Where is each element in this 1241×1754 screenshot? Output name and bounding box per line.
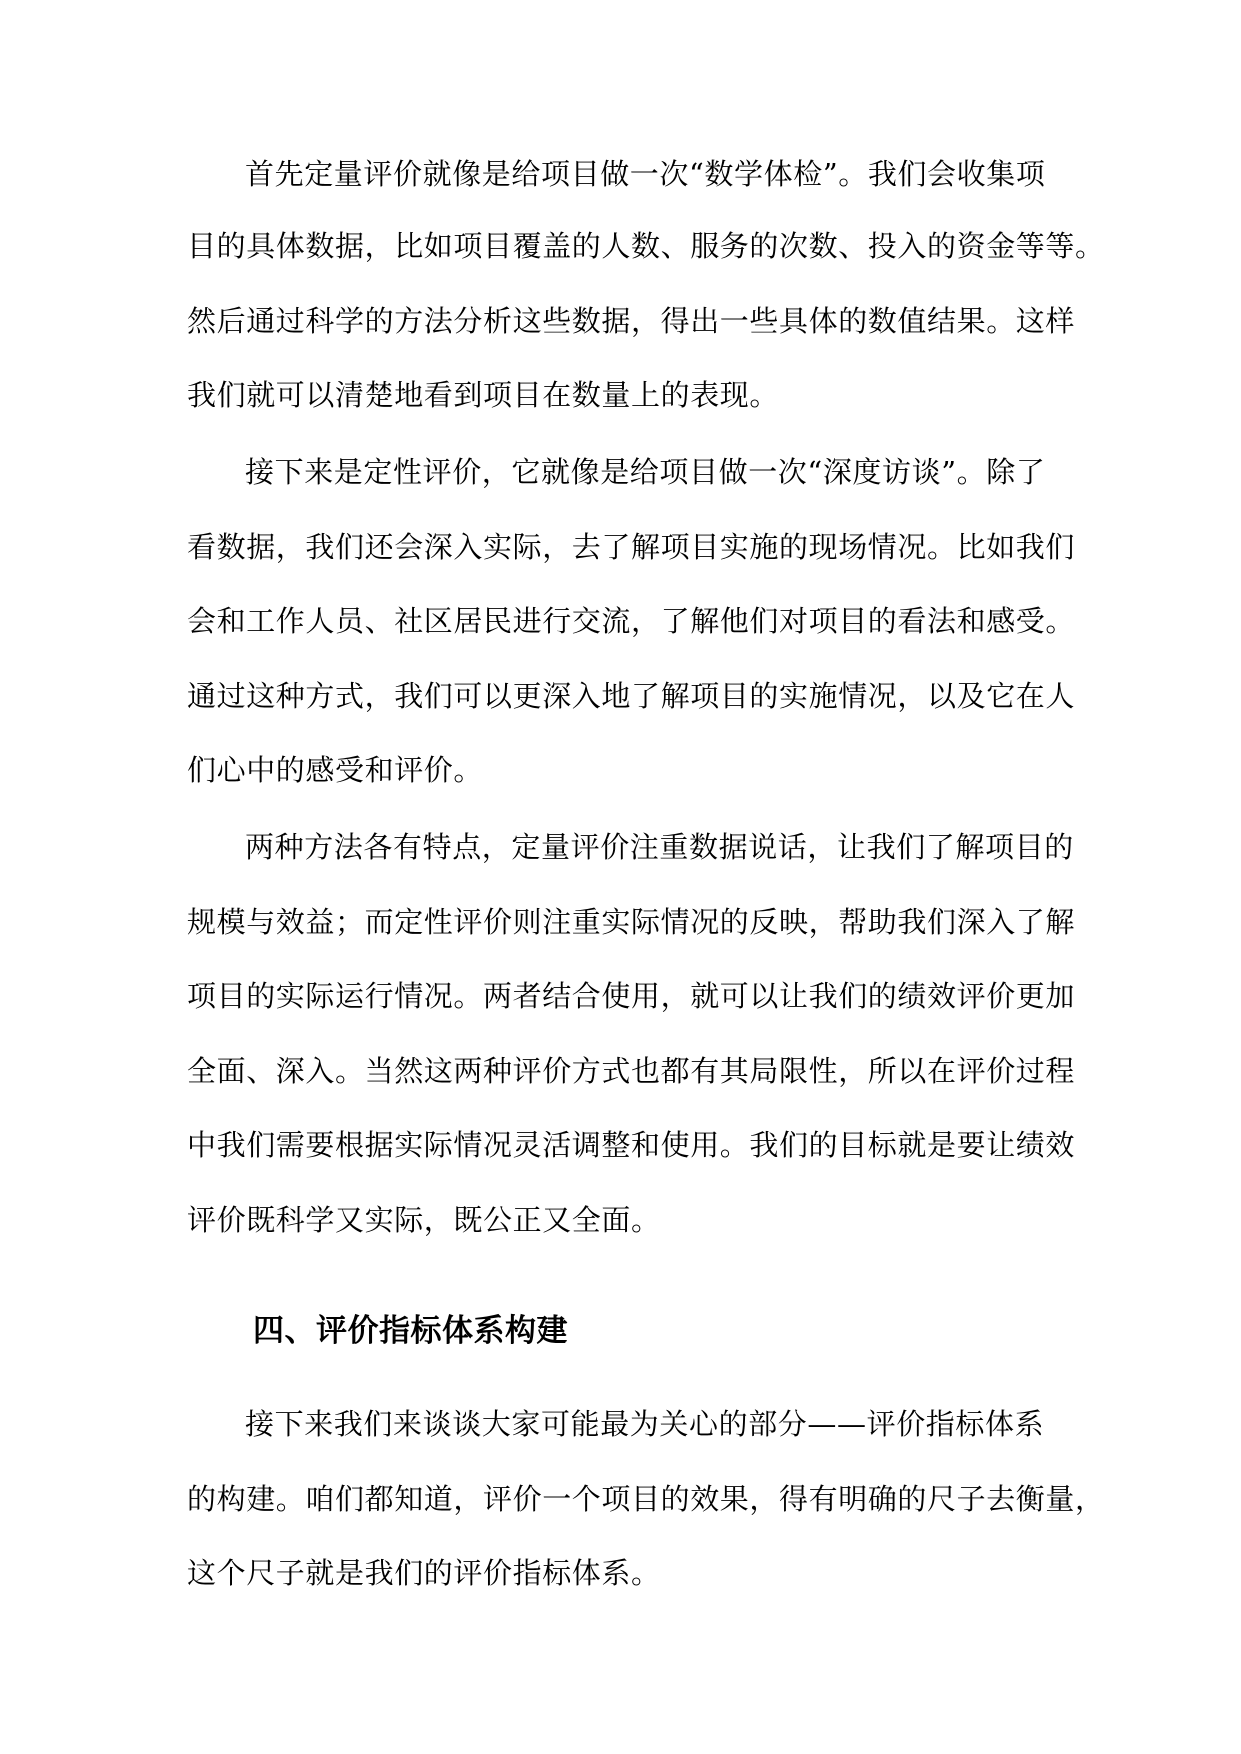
paragraph-3-line-3: 项目的实际运行情况。两者结合使用，就可以让我们的绩效评价更加 <box>187 979 1076 1013</box>
section-heading: 四、评价指标体系构建 <box>253 1313 568 1349</box>
paragraph-1-line-4: 我们就可以清楚地看到项目在数量上的表现。 <box>187 378 780 412</box>
paragraph-3-line-1: 两种方法各有特点，定量评价注重数据说话，让我们了解项目的 <box>245 830 1074 864</box>
paragraph-3-line-5: 中我们需要根据实际情况灵活调整和使用。我们的目标就是要让绩效 <box>187 1128 1076 1162</box>
paragraph-4-line-3: 这个尺子就是我们的评价指标体系。 <box>187 1556 661 1590</box>
paragraph-3-line-6: 评价既科学又实际，既公正又全面。 <box>187 1203 661 1237</box>
paragraph-4-line-1: 接下来我们来谈谈大家可能最为关心的部分——评价指标体系 <box>245 1407 1045 1441</box>
paragraph-2-line-2: 看数据，我们还会深入实际，去了解项目实施的现场情况。比如我们 <box>187 530 1076 564</box>
paragraph-3-line-4: 全面、深入。当然这两种评价方式也都有其局限性，所以在评价过程 <box>187 1054 1076 1088</box>
paragraph-1-line-2: 目的具体数据，比如项目覆盖的人数、服务的次数、投入的资金等等。 <box>187 229 1105 263</box>
paragraph-4-line-2: 的构建。咱们都知道，评价一个项目的效果，得有明确的尺子去衡量， <box>187 1482 1105 1516</box>
paragraph-3-line-2: 规模与效益；而定性评价则注重实际情况的反映，帮助我们深入了解 <box>187 905 1076 939</box>
paragraph-2-line-1: 接下来是定性评价，它就像是给项目做一次“深度访谈”。除了 <box>245 455 1046 489</box>
paragraph-1-line-3: 然后通过科学的方法分析这些数据，得出一些具体的数值结果。这样 <box>187 304 1076 338</box>
paragraph-2-line-3: 会和工作人员、社区居民进行交流，了解他们对项目的看法和感受。 <box>187 604 1076 638</box>
paragraph-2-line-4: 通过这种方式，我们可以更深入地了解项目的实施情况，以及它在人 <box>187 679 1076 713</box>
paragraph-1-line-1: 首先定量评价就像是给项目做一次“数学体检”。我们会收集项 <box>245 157 1046 191</box>
paragraph-2-line-5: 们心中的感受和评价。 <box>187 753 484 787</box>
